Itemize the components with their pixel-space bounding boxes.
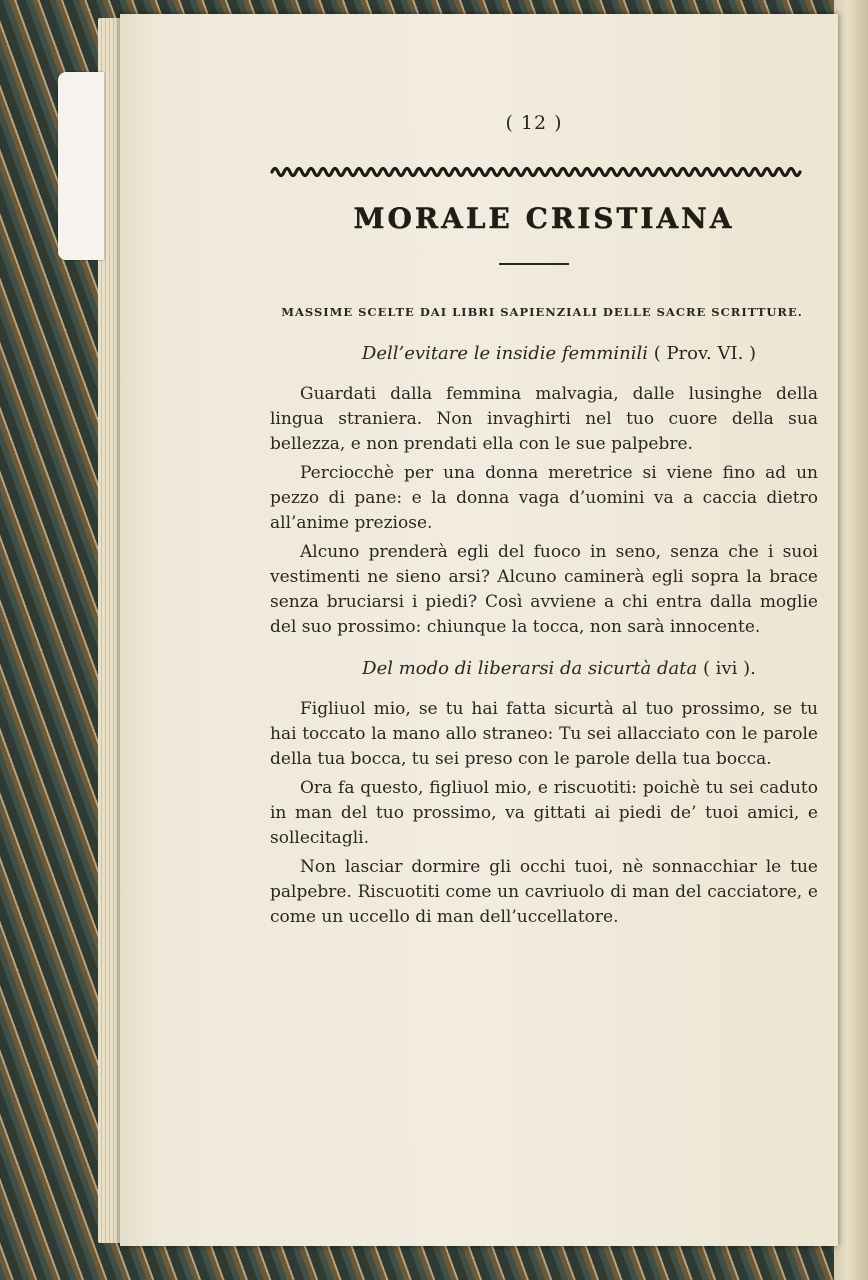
section-heading-title: Dell’evitare le insidie femminili <box>361 343 648 364</box>
paragraph: Perciocchè per una donna meretrice si viene fino ad un pezzo di pane: e la donna vaga d’uomini va a caccia dietro all’anime preziose. <box>270 463 818 533</box>
page-content <box>270 112 818 934</box>
paragraph: Figliuol mio, se tu hai fatta sicurtà al tuo prossimo, se tu hai toccato la mano allo straneo: Tu sei allacciato con le parole della tua bocca, tu sei preso con le parole della tua bocca. <box>270 699 818 769</box>
paragraph: Ora fa questo, figliuol mio, e riscuotiti: poichè tu sei caduto in man del tuo prossimo, va gittati ai piedi de’ tuoi amici, e sollecitagli. <box>270 778 818 848</box>
section-heading <box>300 658 818 679</box>
page-title: MORALE CRISTIANA <box>353 202 735 235</box>
section-heading-ref: ( ivi ). <box>702 658 756 679</box>
page-subtitle: MASSIME SCELTE DAI LIBRI SAPIENZIALI DELLE SACRE SCRITTURE. <box>281 305 803 319</box>
section-heading-ref: ( Prov. VI. ) <box>653 343 757 364</box>
section-heading-title: Del modo di liberarsi da sicurtà data <box>362 658 698 679</box>
section-heading <box>300 343 818 364</box>
paragraph: Alcuno prenderà egli del fuoco in seno, senza che i suoi vestimenti ne sieno arsi? Alcuno caminerà egli sopra la brace senza bruciarsi i piedi? Così avviene a chi entra dalla moglie del suo prossimo: chiunque la tocca, non sarà innocente. <box>270 542 818 637</box>
wave-ornament <box>270 164 802 180</box>
section-body <box>270 382 818 640</box>
next-page-edge <box>834 0 868 1280</box>
title-rule <box>499 263 569 265</box>
paragraph: Non lasciar dormire gli occhi tuoi, nè sonnacchiar le tue palpebre. Riscuotiti come un cavriuolo di man del cacciatore, e come un uccello di man dell’uccellatore. <box>270 857 818 927</box>
page-number: ( 12 ) <box>505 112 563 134</box>
section-body <box>270 697 818 930</box>
paragraph: Guardati dalla femmina malvagia, dalle lusinghe della lingua straniera. Non invaghirti nel tuo cuore della sua bellezza, e non prendati ella con le sue palpebre. <box>270 384 818 454</box>
paper-tab <box>58 72 104 260</box>
